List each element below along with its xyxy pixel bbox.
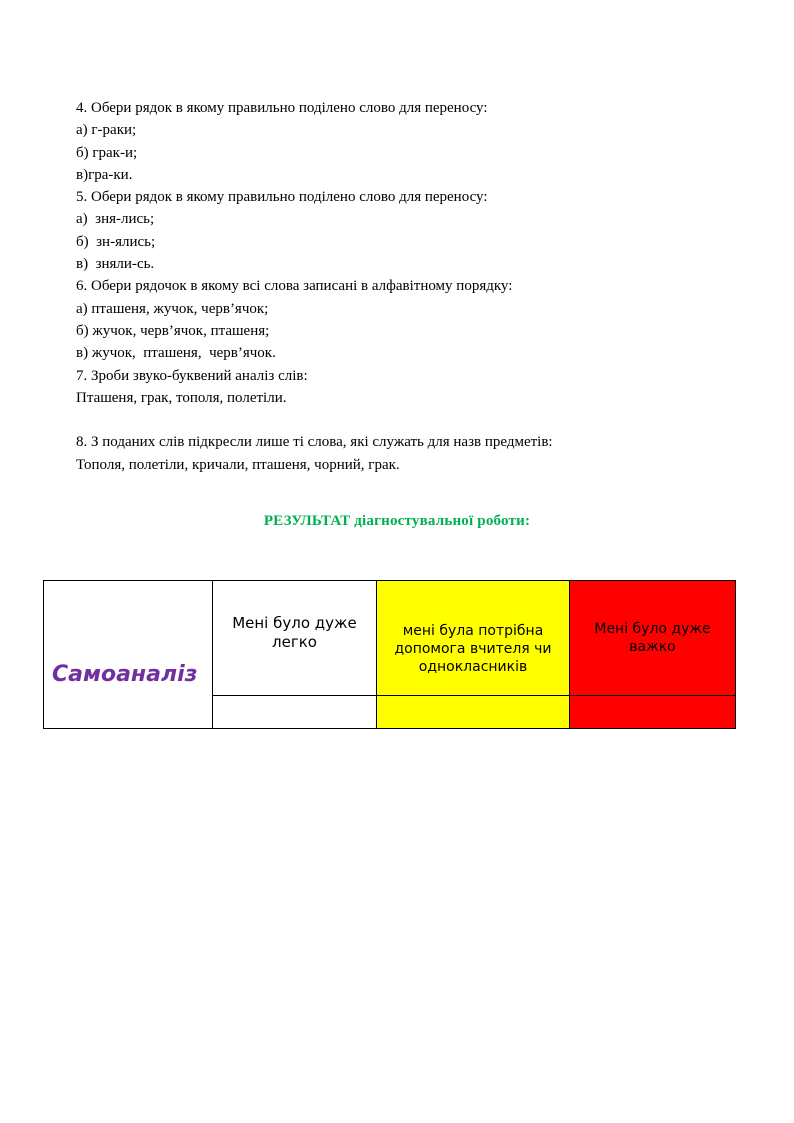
task-list [76,97,756,476]
question-4-text: 4. Обери рядок в якому правильно поділено слово для переносу: [76,100,488,116]
question-5-option-a: а) зня-лись; [76,211,155,228]
question-5-option-b: б) зн-ялись; [76,233,156,250]
question-5-option-c: в) зняли-сь. [76,256,155,273]
blank-line [76,409,756,431]
result-heading: РЕЗУЛЬТАТ діагностувальної роботи: [263,513,531,529]
question-4-option-b: б) грак-и; [76,144,138,161]
option-hard-cell [570,581,736,696]
option-easy-label: Мені було дуже легко [232,613,357,651]
question-6-option-c: в) жучок, пташеня, черв’ячок. [76,345,276,362]
question-6-text: 6. Обери рядочок в якому всі слова записані в алфавітному порядку: [76,278,513,295]
mark-easy-cell[interactable] [213,695,377,728]
question-7-text: 7. Зроби звуко-буквений аналіз слів: [76,367,308,384]
question-6-option-a: а) пташеня, жучок, черв’ячок; [76,300,269,317]
mark-help-cell[interactable] [377,695,570,728]
self-analysis-label-cell [44,581,213,729]
question-6-option-b: б) жучок, черв’ячок, пташеня; [76,322,270,339]
question-8-words: Тополя, полетіли, кричали, пташеня, чорний, грак. [76,456,400,473]
option-hard-label: Мені було дуже важко [594,620,711,655]
option-easy-cell [213,581,377,696]
option-help-cell [377,581,570,696]
question-5-text: 5. Обери рядок в якому правильно поділено слово для переносу: [76,189,488,206]
option-help-label: мені була потрібна допомога вчителя чи однокласників [394,622,552,675]
mark-hard-cell[interactable] [570,695,736,728]
question-4-option-c: в)гра-ки. [76,166,133,183]
self-analysis-table [43,580,736,729]
self-analysis-label: Самоаналіз [52,661,198,687]
question-7-words: Пташеня, грак, тополя, полетіли. [76,389,287,406]
question-8-text: 8. З поданих слів підкресли лише ті слова, які служать для назв предметів: [76,434,553,451]
question-4-option-a: а) г-раки; [76,122,137,139]
